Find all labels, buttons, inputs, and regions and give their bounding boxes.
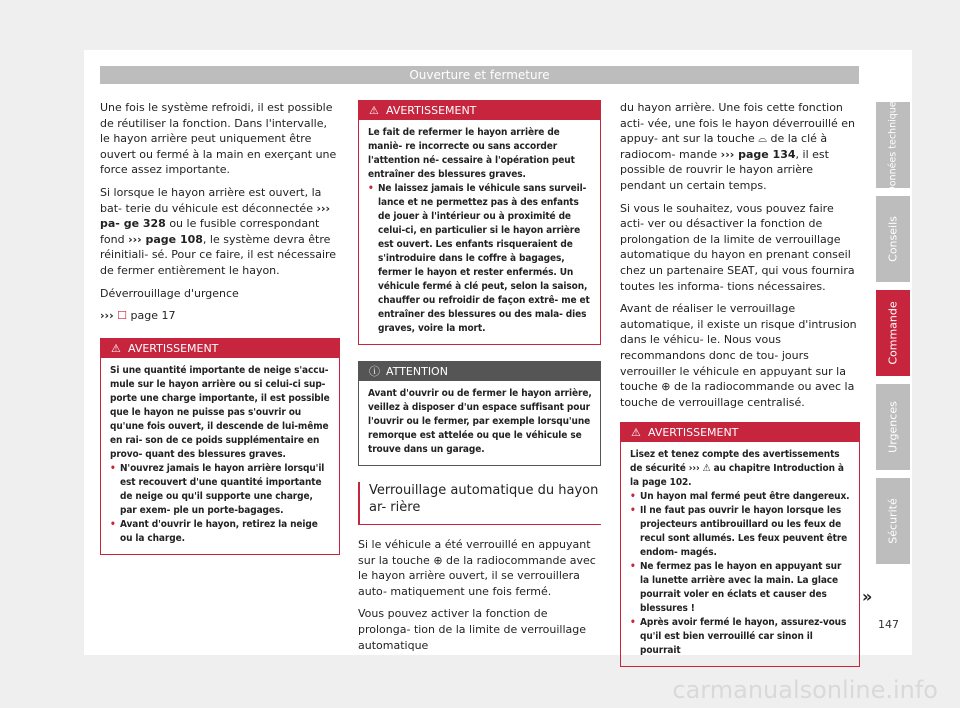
- warning-icon: ⚠: [369, 104, 379, 117]
- warning-bullet: • N'ouvrez jamais le hayon arrière lorsqu'il est recouvert d'une quantité importante de neige ou qu'il supporte une charge, par exem- ple un porte-bagages.: [110, 462, 331, 518]
- warning-bullet: • Avant d'ouvrir le hayon, retirez la neige ou la charge.: [110, 518, 331, 546]
- warning-title: ⚠ AVERTISSEMENT: [359, 101, 600, 120]
- warning-title: ⚠ AVERTISSEMENT: [101, 339, 339, 358]
- warning-bullet: • Ne fermez pas le hayon en appuyant sur la lunette arrière avec la main. La glace pourrait voler en éclats et causer des blessures !: [630, 560, 851, 616]
- cross-reference[interactable]: ››› ☐ page 17: [100, 309, 176, 323]
- attention-title: ⓘ ATTENTION: [359, 362, 600, 381]
- tab-commande[interactable]: Commande: [876, 290, 910, 376]
- warning-text: Le fait de refermer le hayon arrière de maniè- re incorrecte ou sans accorder l'attention né- cessaire à l'opération peut entraîner des blessures graves.: [368, 127, 575, 180]
- warning-bullet: • Un hayon mal fermé peut être dangereux.: [630, 490, 851, 504]
- warning-icon: ⚠: [111, 341, 121, 355]
- info-icon: ⓘ: [369, 365, 380, 378]
- column-1: [100, 100, 340, 567]
- tab-conseils[interactable]: Conseils: [876, 196, 910, 282]
- tab-urgences[interactable]: Urgences: [876, 384, 910, 470]
- paragraph: Avant de réaliser le verrouillage automatique, il existe un risque d'intrusion dans le véhicu- le. Nous vous recommandons donc de tou- jours verrouiller le véhicule en appuyant sur la touche ⊕ de la radiocommande ou avec la touche de verrouillage centralisé.: [620, 302, 857, 409]
- warning-box: [620, 422, 860, 667]
- warning-icon: ⚠: [631, 426, 641, 440]
- tab-securite[interactable]: Sécurité: [876, 478, 910, 564]
- warning-bullet: • Après avoir fermé le hayon, assurez-vous qu'il est bien verrouillé car sinon il pourrait: [630, 616, 851, 658]
- tab-donnees-techniques[interactable]: Données techniques: [876, 102, 910, 188]
- paragraph: Vous pouvez activer la fonction de prolonga- tion de la limite de verrouillage automatique: [358, 607, 587, 652]
- continue-arrow-icon: »: [862, 587, 873, 606]
- warning-box: [100, 338, 340, 555]
- warning-text: Si une quantité importante de neige s'accu- mule sur le hayon arrière ou si celui-ci sup- porte une charge importante, il est possible que le hayon ne puisse pas s'ouvrir ou qu'une fois ouvert, il descende de lui-même en rai- son de ce poids supplémentaire en provo- quant des blessures graves.: [110, 364, 330, 460]
- warning-box: [358, 100, 601, 345]
- paragraph: Si lorsque le hayon arrière est ouvert, la bat- terie du véhicule est déconnectée ››› pa- ge 328 ou le fusible correspondant fond ››› page 108, le système devra être réinitiali- sé. Pour ce faire, il est nécessaire de fermer entièrement le hayon.: [100, 185, 337, 277]
- paragraph: Une fois le système refroidi, il est possible de réutiliser la fonction. Dans l'intervalle, le hayon arrière peut uniquement être ouvert ou fermé à la main en exerçant une force assez importante.: [100, 101, 337, 177]
- key-icon: ☐: [117, 309, 127, 323]
- page-number: 147: [878, 618, 899, 631]
- section-heading: Verrouillage automatique du hayon ar- rière: [358, 482, 601, 525]
- attention-text: Avant d'ouvrir ou de fermer le hayon arrière, veillez à disposer d'un espace suffisant pour l'ouvrir ou le fermer, par exemple lorsqu'une remorque est attelée ou que le véhicule se trouve dans un garage.: [368, 388, 592, 455]
- page-header: Ouverture et fermeture: [100, 66, 859, 84]
- paragraph: du hayon arrière. Une fois cette fonction acti- vée, une fois le hayon déverrouillé en appuy- ant sur la touche ⌓ de la clé à radiocom- mande ››› page 134, il est possible de rouvrir le hayon arrière pendant un certain temps.: [620, 101, 856, 192]
- watermark: carmanualsonline.info: [672, 676, 938, 704]
- paragraph: Si le véhicule a été verrouillé en appuyant sur la touche ⊕ de la radiocommande avec le hayon arrière ouvert, il se verrouillera auto- matiquement une fois fermé.: [358, 538, 596, 598]
- warning-title: ⚠ AVERTISSEMENT: [621, 423, 859, 442]
- subheading: Déverrouillage d'urgence: [100, 286, 239, 300]
- chapter-tabs: [876, 96, 910, 572]
- page-link[interactable]: ››› pa- ge 328: [100, 201, 331, 231]
- column-2: [358, 100, 601, 660]
- warning-bullet: • Il ne faut pas ouvrir le hayon lorsque les projecteurs antibrouillard ou les feux de recul sont allumés. Les feux peuvent être endom- magés.: [630, 504, 851, 560]
- column-3: [620, 100, 860, 679]
- warning-bullet: • Ne laissez jamais le véhicule sans surveil- lance et ne permettez pas à des enfants de jouer à l'intérieur ou à proximité de celui-ci, en particulier si le hayon arrière est ouvert. Les enfants risqueraient de s'introduire dans le coffre à bagages, fermer le hayon et rester enfermés. Un véhicule fermé à clé peut, selon la saison, chauffer ou refroidir de façon extrê- me et entraîner des blessures ou des mala- dies graves, voire la mort.: [368, 182, 592, 336]
- page-link[interactable]: ››› page 134: [720, 147, 796, 161]
- page-link[interactable]: ››› page 108: [128, 232, 203, 246]
- paragraph: Si vous le souhaitez, vous pouvez faire acti- ver ou désactiver la fonction de prolongation de la limite de verrouillage automatique du hayon en prenant conseil chez un partenaire SEAT, qui vous fournira toutes les informa- tions nécessaires.: [620, 201, 855, 293]
- warning-text: Lisez et tenez compte des avertissements de sécurité ››› ⚠ au chapitre Introduction à la page 102.: [630, 449, 844, 489]
- attention-box: [358, 361, 601, 466]
